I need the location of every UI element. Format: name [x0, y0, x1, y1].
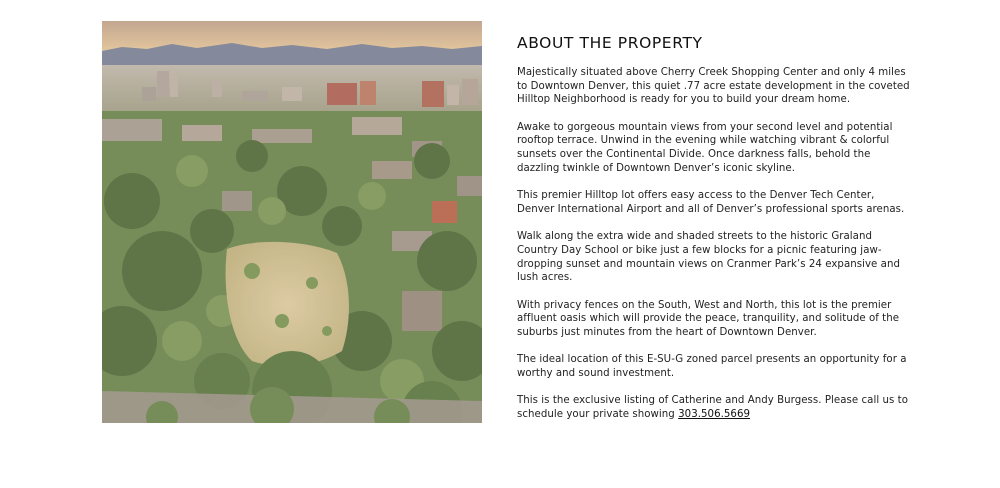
paragraph-views: Awake to gorgeous mountain views from your second level and potential rooftop terrace. Unwind in the evening while watching vibrant & colorful sunsets over the Continental Divide. Once darkness falls, behold the dazzling twinkle of Downtown Denver’s iconic skyline. — [517, 121, 893, 174]
warm-tint — [102, 21, 482, 423]
phone-link[interactable]: 303.506.5669 — [678, 408, 751, 420]
property-description — [517, 34, 912, 435]
paragraph-contact — [517, 394, 912, 421]
section-title: ABOUT THE PROPERTY — [517, 34, 703, 52]
paragraph-privacy: With privacy fences on the South, West and North, this lot is the premier affluent oasis which will provide the peace, tranquility, and solitude of the suburbs just minutes from the heart of Downtown Denver. — [517, 299, 900, 338]
aerial-photo-illustration — [102, 21, 482, 423]
paragraph-neighborhood: Walk along the extra wide and shaded streets to the historic Graland Country Day School or bike just a few blocks for a picnic featuring jaw-dropping sunset and mountain views on Cranmer Park’s 24 expansive and lush acres. — [517, 231, 900, 284]
paragraph-access: This premier Hilltop lot offers easy access to the Denver Tech Center, Denver International Airport and all of Denver’s professional sports arenas. — [517, 190, 905, 215]
paragraph-investment: The ideal location of this E-SU-G zoned parcel presents an opportunity for a worthy and sound investment. — [517, 354, 907, 379]
contact-text: This is the exclusive listing of Catherine and Andy Burgess. Please call us to schedule your private showing — [517, 395, 908, 420]
property-aerial-photo — [102, 21, 482, 423]
paragraph-location: Majestically situated above Cherry Creek Shopping Center and only 4 miles to Downtown Denver, this quiet .77 acre estate development in the coveted Hilltop Neighborhood is ready for you to build your dream home. — [517, 67, 910, 106]
